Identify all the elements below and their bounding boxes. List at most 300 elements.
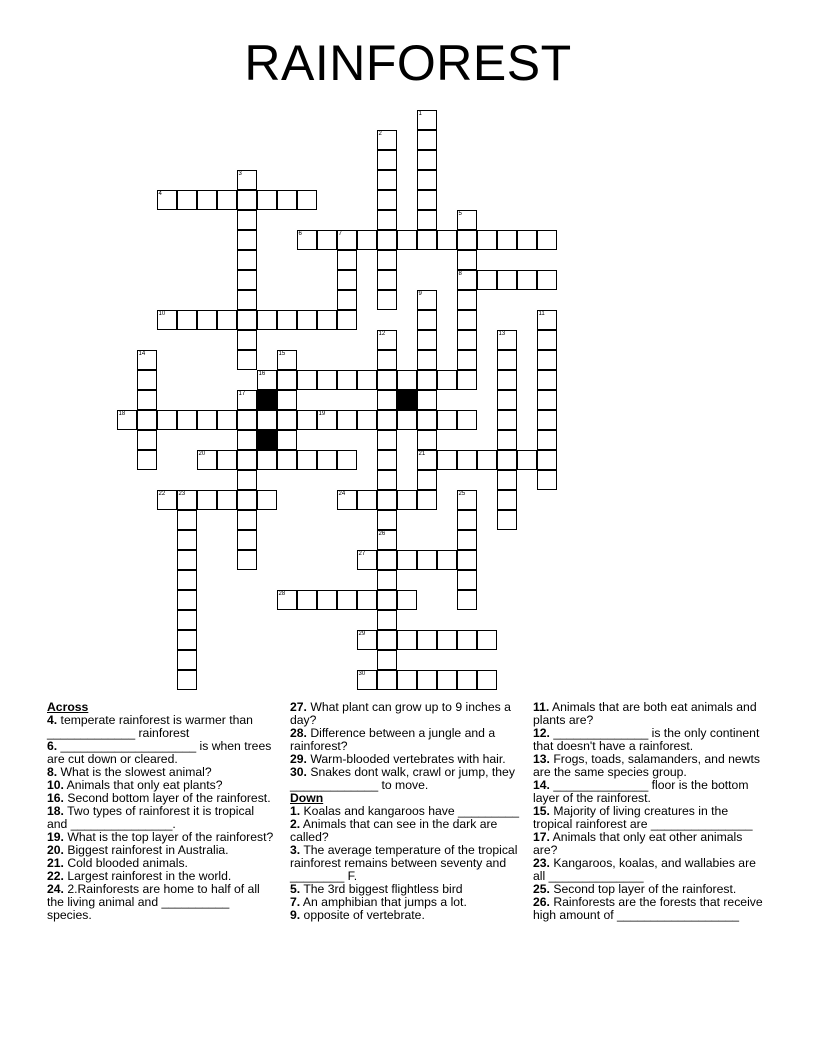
- answer-cell[interactable]: [377, 470, 397, 490]
- answer-cell[interactable]: [457, 230, 477, 250]
- answer-cell[interactable]: [397, 630, 417, 650]
- clue-number: 5: [458, 210, 462, 217]
- clue-number-label: 7.: [290, 895, 301, 909]
- clue-item: [290, 818, 520, 844]
- clue-text: What is the top layer of the rainforest?: [63, 830, 274, 844]
- answer-cell[interactable]: [457, 670, 477, 690]
- answer-cell[interactable]: [377, 210, 397, 230]
- answer-cell[interactable]: [217, 410, 237, 430]
- down-clue-list-continued: [533, 701, 769, 922]
- answer-cell[interactable]: [477, 670, 497, 690]
- clue-number: 9: [418, 290, 422, 297]
- answer-cell[interactable]: [237, 510, 257, 530]
- answer-cell[interactable]: [377, 570, 397, 590]
- clue-number-label: 15.: [533, 804, 550, 818]
- answer-cell[interactable]: [317, 590, 337, 610]
- answer-cell[interactable]: [157, 190, 177, 210]
- clue-item: [47, 714, 277, 740]
- answer-cell[interactable]: [237, 330, 257, 350]
- answer-cell[interactable]: [417, 150, 437, 170]
- clue-number-label: 3.: [290, 843, 301, 857]
- answer-cell[interactable]: [417, 550, 437, 570]
- answer-cell[interactable]: [177, 570, 197, 590]
- clue-number: 29: [358, 630, 366, 637]
- answer-cell[interactable]: [337, 590, 357, 610]
- answer-cell[interactable]: [497, 230, 517, 250]
- answer-cell[interactable]: [197, 490, 217, 510]
- answer-cell[interactable]: [417, 330, 437, 350]
- answer-cell[interactable]: [457, 590, 477, 610]
- answer-cell[interactable]: [497, 450, 517, 470]
- answer-cell[interactable]: [537, 450, 557, 470]
- clue-item: [533, 753, 769, 779]
- answer-cell[interactable]: [417, 210, 437, 230]
- clue-item: [533, 701, 769, 727]
- answer-cell[interactable]: [337, 450, 357, 470]
- answer-cell[interactable]: [377, 130, 397, 150]
- answer-cell[interactable]: [237, 410, 257, 430]
- answer-cell[interactable]: [297, 590, 317, 610]
- answer-cell[interactable]: [257, 410, 277, 430]
- answer-cell[interactable]: [377, 330, 397, 350]
- answer-cell[interactable]: [377, 550, 397, 570]
- answer-cell[interactable]: [417, 290, 437, 310]
- clue-text: The 3rd biggest flightless bird: [300, 882, 463, 896]
- answer-cell[interactable]: [477, 630, 497, 650]
- answer-cell[interactable]: [457, 570, 477, 590]
- answer-cell[interactable]: [457, 410, 477, 430]
- answer-cell[interactable]: [397, 550, 417, 570]
- answer-cell[interactable]: [457, 630, 477, 650]
- answer-cell[interactable]: [317, 310, 337, 330]
- answer-cell[interactable]: [237, 170, 257, 190]
- answer-cell[interactable]: [457, 310, 477, 330]
- answer-cell[interactable]: [457, 330, 477, 350]
- answer-cell[interactable]: [357, 230, 377, 250]
- clue-number-label: 6.: [47, 739, 58, 753]
- answer-cell[interactable]: [497, 390, 517, 410]
- answer-cell[interactable]: [497, 510, 517, 530]
- clue-number-label: 4.: [47, 713, 58, 727]
- clue-text: Snakes dont walk, crawl or jump, they _____________ to move.: [290, 765, 515, 792]
- answer-cell[interactable]: [377, 430, 397, 450]
- answer-cell[interactable]: [417, 370, 437, 390]
- answer-cell[interactable]: [397, 410, 417, 430]
- clue-number: 19: [318, 410, 326, 417]
- answer-cell[interactable]: [497, 350, 517, 370]
- answer-cell[interactable]: [217, 310, 237, 330]
- answer-cell[interactable]: [197, 410, 217, 430]
- answer-cell[interactable]: [237, 250, 257, 270]
- answer-cell[interactable]: [137, 350, 157, 370]
- answer-cell[interactable]: [277, 350, 297, 370]
- answer-cell[interactable]: [217, 490, 237, 510]
- answer-cell[interactable]: [137, 390, 157, 410]
- answer-cell[interactable]: [297, 190, 317, 210]
- answer-cell[interactable]: [377, 670, 397, 690]
- black-square: [397, 390, 417, 410]
- clue-number-label: 30.: [290, 765, 307, 779]
- clue-number: 13: [498, 330, 506, 337]
- answer-cell[interactable]: [377, 410, 397, 430]
- clue-column-2: [290, 701, 520, 922]
- answer-cell[interactable]: [177, 670, 197, 690]
- answer-cell[interactable]: [177, 310, 197, 330]
- answer-cell[interactable]: [217, 190, 237, 210]
- answer-cell[interactable]: [197, 310, 217, 330]
- answer-cell[interactable]: [417, 410, 437, 430]
- clue-number-label: 5.: [290, 882, 301, 896]
- clue-item: [290, 701, 520, 727]
- clue-item: [290, 909, 520, 922]
- clue-number: 4: [158, 190, 162, 197]
- answer-cell[interactable]: [337, 290, 357, 310]
- answer-cell[interactable]: [537, 390, 557, 410]
- clue-text: Koalas and kangaroos have _________: [300, 804, 520, 818]
- clue-number: 10: [158, 310, 166, 317]
- answer-cell[interactable]: [337, 410, 357, 430]
- answer-cell[interactable]: [257, 450, 277, 470]
- answer-cell[interactable]: [537, 350, 557, 370]
- answer-cell[interactable]: [457, 510, 477, 530]
- answer-cell[interactable]: [417, 630, 437, 650]
- answer-cell[interactable]: [257, 370, 277, 390]
- answer-cell[interactable]: [317, 410, 337, 430]
- clue-number: 15: [278, 350, 286, 357]
- answer-cell[interactable]: [377, 230, 397, 250]
- answer-cell[interactable]: [537, 470, 557, 490]
- clue-number-label: 26.: [533, 895, 550, 909]
- answer-cell[interactable]: [457, 450, 477, 470]
- clue-item: [290, 844, 520, 883]
- answer-cell[interactable]: [377, 510, 397, 530]
- answer-cell[interactable]: [437, 550, 457, 570]
- answer-cell[interactable]: [437, 630, 457, 650]
- answer-cell[interactable]: [457, 370, 477, 390]
- clue-text: Animals that can see in the dark are called?: [290, 817, 498, 844]
- answer-cell[interactable]: [397, 230, 417, 250]
- answer-cell[interactable]: [417, 310, 437, 330]
- answer-cell[interactable]: [497, 490, 517, 510]
- clue-number-label: 14.: [533, 778, 550, 792]
- answer-cell[interactable]: [237, 490, 257, 510]
- clue-item: [533, 779, 769, 805]
- clue-number-label: 19.: [47, 830, 64, 844]
- answer-cell[interactable]: [417, 430, 437, 450]
- clue-text: What plant can grow up to 9 inches a day?: [290, 700, 511, 727]
- clue-text: Majority of living creatures in the tropical rainforest are _______________: [533, 804, 753, 831]
- answer-cell[interactable]: [537, 330, 557, 350]
- answer-cell[interactable]: [357, 630, 377, 650]
- clue-number-label: 9.: [290, 908, 301, 922]
- answer-cell[interactable]: [457, 550, 477, 570]
- answer-cell[interactable]: [377, 390, 397, 410]
- answer-cell[interactable]: [277, 590, 297, 610]
- answer-cell[interactable]: [377, 590, 397, 610]
- answer-cell[interactable]: [537, 230, 557, 250]
- clue-number: 20: [198, 450, 206, 457]
- clue-number: 17: [238, 390, 246, 397]
- answer-cell[interactable]: [417, 110, 437, 130]
- answer-cell[interactable]: [137, 410, 157, 430]
- answer-cell[interactable]: [417, 490, 437, 510]
- clue-text: Biggest rainforest in Australia.: [63, 843, 229, 857]
- answer-cell[interactable]: [377, 270, 397, 290]
- down-heading: Down: [290, 791, 324, 805]
- clue-number-label: 17.: [533, 830, 550, 844]
- answer-cell[interactable]: [317, 230, 337, 250]
- answer-cell[interactable]: [437, 450, 457, 470]
- clue-number: 21: [418, 450, 426, 457]
- clue-number: 7: [338, 230, 342, 237]
- answer-cell[interactable]: [497, 410, 517, 430]
- answer-cell[interactable]: [177, 630, 197, 650]
- answer-cell[interactable]: [537, 270, 557, 290]
- answer-cell[interactable]: [177, 590, 197, 610]
- clue-number-label: 21.: [47, 856, 64, 870]
- answer-cell[interactable]: [417, 670, 437, 690]
- answer-cell[interactable]: [237, 190, 257, 210]
- answer-cell[interactable]: [357, 370, 377, 390]
- answer-cell[interactable]: [177, 550, 197, 570]
- clue-text: Largest rainforest in the world.: [63, 869, 232, 883]
- answer-cell[interactable]: [137, 430, 157, 450]
- clue-number-label: 1.: [290, 804, 301, 818]
- answer-cell[interactable]: [377, 150, 397, 170]
- clue-number-label: 29.: [290, 752, 307, 766]
- clue-number: 22: [158, 490, 166, 497]
- answer-cell[interactable]: [177, 530, 197, 550]
- answer-cell[interactable]: [437, 670, 457, 690]
- clue-item: [47, 805, 277, 831]
- clue-number-label: 10.: [47, 778, 64, 792]
- answer-cell[interactable]: [137, 370, 157, 390]
- answer-cell[interactable]: [417, 170, 437, 190]
- clue-number: 25: [458, 490, 466, 497]
- answer-cell[interactable]: [377, 450, 397, 470]
- clue-number-label: 11.: [533, 700, 550, 714]
- answer-cell[interactable]: [457, 290, 477, 310]
- clue-text: Second top layer of the rainforest.: [549, 882, 737, 896]
- clue-text: Kangaroos, koalas, and wallabies are all ______________: [533, 856, 756, 883]
- answer-cell[interactable]: [417, 390, 437, 410]
- answer-cell[interactable]: [177, 610, 197, 630]
- clue-number: 12: [378, 330, 386, 337]
- answer-cell[interactable]: [177, 510, 197, 530]
- answer-cell[interactable]: [357, 550, 377, 570]
- answer-cell[interactable]: [517, 230, 537, 250]
- answer-cell[interactable]: [237, 550, 257, 570]
- answer-cell[interactable]: [377, 490, 397, 510]
- answer-cell[interactable]: [397, 590, 417, 610]
- answer-cell[interactable]: [457, 490, 477, 510]
- answer-cell[interactable]: [497, 370, 517, 390]
- clue-number-label: 13.: [533, 752, 550, 766]
- answer-cell[interactable]: [357, 670, 377, 690]
- answer-cell[interactable]: [237, 430, 257, 450]
- answer-cell[interactable]: [317, 450, 337, 470]
- clue-number: 27: [358, 550, 366, 557]
- answer-cell[interactable]: [157, 310, 177, 330]
- clue-text: Two types of rainforest it is tropical and _______________.: [47, 804, 255, 831]
- clue-text: ____________________ is when trees are cut down or cleared.: [47, 739, 272, 766]
- answer-cell[interactable]: [237, 310, 257, 330]
- answer-cell[interactable]: [277, 370, 297, 390]
- clue-text: 2.Rainforests are home to half of all the living animal and __________ species.: [47, 882, 260, 922]
- answer-cell[interactable]: [497, 430, 517, 450]
- answer-cell[interactable]: [257, 310, 277, 330]
- answer-cell[interactable]: [377, 250, 397, 270]
- clue-text: temperate rainforest is warmer than _____________ rainforest: [47, 713, 253, 740]
- answer-cell[interactable]: [377, 530, 397, 550]
- answer-cell[interactable]: [257, 190, 277, 210]
- answer-cell[interactable]: [457, 350, 477, 370]
- answer-cell[interactable]: [417, 190, 437, 210]
- clue-number: 30: [358, 670, 366, 677]
- answer-cell[interactable]: [177, 650, 197, 670]
- black-square: [257, 430, 277, 450]
- answer-cell[interactable]: [337, 490, 357, 510]
- answer-cell[interactable]: [417, 130, 437, 150]
- clue-text: Difference between a jungle and a rainforest?: [290, 726, 496, 753]
- answer-cell[interactable]: [277, 190, 297, 210]
- answer-cell[interactable]: [377, 190, 397, 210]
- clue-number-label: 18.: [47, 804, 64, 818]
- answer-cell[interactable]: [517, 270, 537, 290]
- answer-cell[interactable]: [377, 170, 397, 190]
- clue-number: 23: [178, 490, 186, 497]
- answer-cell[interactable]: [237, 470, 257, 490]
- down-clue-list: [290, 805, 520, 922]
- answer-cell[interactable]: [337, 310, 357, 330]
- answer-cell[interactable]: [377, 370, 397, 390]
- answer-cell[interactable]: [457, 270, 477, 290]
- answer-cell[interactable]: [497, 270, 517, 290]
- answer-cell[interactable]: [117, 410, 137, 430]
- answer-cell[interactable]: [297, 310, 317, 330]
- answer-cell[interactable]: [497, 470, 517, 490]
- across-heading: Across: [47, 700, 89, 714]
- clue-number: 1: [418, 110, 422, 117]
- answer-cell[interactable]: [297, 370, 317, 390]
- answer-cell[interactable]: [237, 530, 257, 550]
- clue-number-label: 23.: [533, 856, 550, 870]
- answer-cell[interactable]: [357, 490, 377, 510]
- answer-cell[interactable]: [277, 450, 297, 470]
- answer-cell[interactable]: [457, 530, 477, 550]
- clue-item: [533, 805, 769, 831]
- answer-cell[interactable]: [157, 490, 177, 510]
- clue-text: Cold blooded animals.: [63, 856, 188, 870]
- answer-cell[interactable]: [457, 210, 477, 230]
- answer-cell[interactable]: [337, 250, 357, 270]
- answer-cell[interactable]: [477, 270, 497, 290]
- answer-cell[interactable]: [337, 270, 357, 290]
- answer-cell[interactable]: [377, 630, 397, 650]
- answer-cell[interactable]: [477, 450, 497, 470]
- answer-cell[interactable]: [437, 370, 457, 390]
- clue-text: What is the slowest animal?: [57, 765, 212, 779]
- clue-number-label: 22.: [47, 869, 64, 883]
- clue-text: ______________ is the only continent that doesn't have a rainforest.: [533, 726, 760, 753]
- answer-cell[interactable]: [237, 390, 257, 410]
- clue-number: 26: [378, 530, 386, 537]
- answer-cell[interactable]: [537, 430, 557, 450]
- answer-cell[interactable]: [237, 270, 257, 290]
- clue-number: 3: [238, 170, 242, 177]
- clue-text: An amphibian that jumps a lot.: [300, 895, 467, 909]
- answer-cell[interactable]: [257, 490, 277, 510]
- answer-cell[interactable]: [377, 650, 397, 670]
- clue-column-1: [47, 701, 277, 922]
- answer-cell[interactable]: [237, 230, 257, 250]
- clue-item: [290, 766, 520, 792]
- answer-cell[interactable]: [237, 450, 257, 470]
- answer-cell[interactable]: [417, 450, 437, 470]
- answer-cell[interactable]: [377, 290, 397, 310]
- answer-cell[interactable]: [177, 490, 197, 510]
- answer-cell[interactable]: [417, 230, 437, 250]
- answer-cell[interactable]: [517, 450, 537, 470]
- answer-cell[interactable]: [297, 410, 317, 430]
- clue-item: [533, 727, 769, 753]
- answer-cell[interactable]: [497, 330, 517, 350]
- answer-cell[interactable]: [537, 310, 557, 330]
- answer-cell[interactable]: [197, 450, 217, 470]
- answer-cell[interactable]: [197, 190, 217, 210]
- answer-cell[interactable]: [377, 610, 397, 630]
- answer-cell[interactable]: [537, 410, 557, 430]
- answer-cell[interactable]: [297, 450, 317, 470]
- clue-text: Animals that are both eat animals and plants are?: [533, 700, 757, 727]
- answer-cell[interactable]: [417, 470, 437, 490]
- answer-cell[interactable]: [237, 290, 257, 310]
- answer-cell[interactable]: [277, 430, 297, 450]
- answer-cell[interactable]: [357, 590, 377, 610]
- answer-cell[interactable]: [397, 370, 417, 390]
- clue-number: 14: [138, 350, 146, 357]
- answer-cell[interactable]: [317, 370, 337, 390]
- answer-cell[interactable]: [277, 310, 297, 330]
- clue-number-label: 8.: [47, 765, 58, 779]
- answer-cell[interactable]: [157, 410, 177, 430]
- clue-text: The average temperature of the tropical rainforest remains between seventy and ________ F.: [290, 843, 518, 883]
- answer-cell[interactable]: [417, 350, 437, 370]
- answer-cell[interactable]: [397, 490, 417, 510]
- answer-cell[interactable]: [297, 230, 317, 250]
- answer-cell[interactable]: [537, 370, 557, 390]
- clue-number-label: 28.: [290, 726, 307, 740]
- answer-cell[interactable]: [137, 450, 157, 470]
- answer-cell[interactable]: [237, 210, 257, 230]
- answer-cell[interactable]: [457, 250, 477, 270]
- answer-cell[interactable]: [237, 350, 257, 370]
- answer-cell[interactable]: [337, 370, 357, 390]
- answer-cell[interactable]: [437, 410, 457, 430]
- answer-cell[interactable]: [477, 230, 497, 250]
- answer-cell[interactable]: [277, 390, 297, 410]
- answer-cell[interactable]: [357, 410, 377, 430]
- answer-cell[interactable]: [377, 350, 397, 370]
- answer-cell[interactable]: [337, 230, 357, 250]
- answer-cell[interactable]: [217, 450, 237, 470]
- clue-number: 18: [118, 410, 126, 417]
- answer-cell[interactable]: [177, 190, 197, 210]
- answer-cell[interactable]: [277, 410, 297, 430]
- answer-cell[interactable]: [397, 670, 417, 690]
- answer-cell[interactable]: [177, 410, 197, 430]
- answer-cell[interactable]: [437, 230, 457, 250]
